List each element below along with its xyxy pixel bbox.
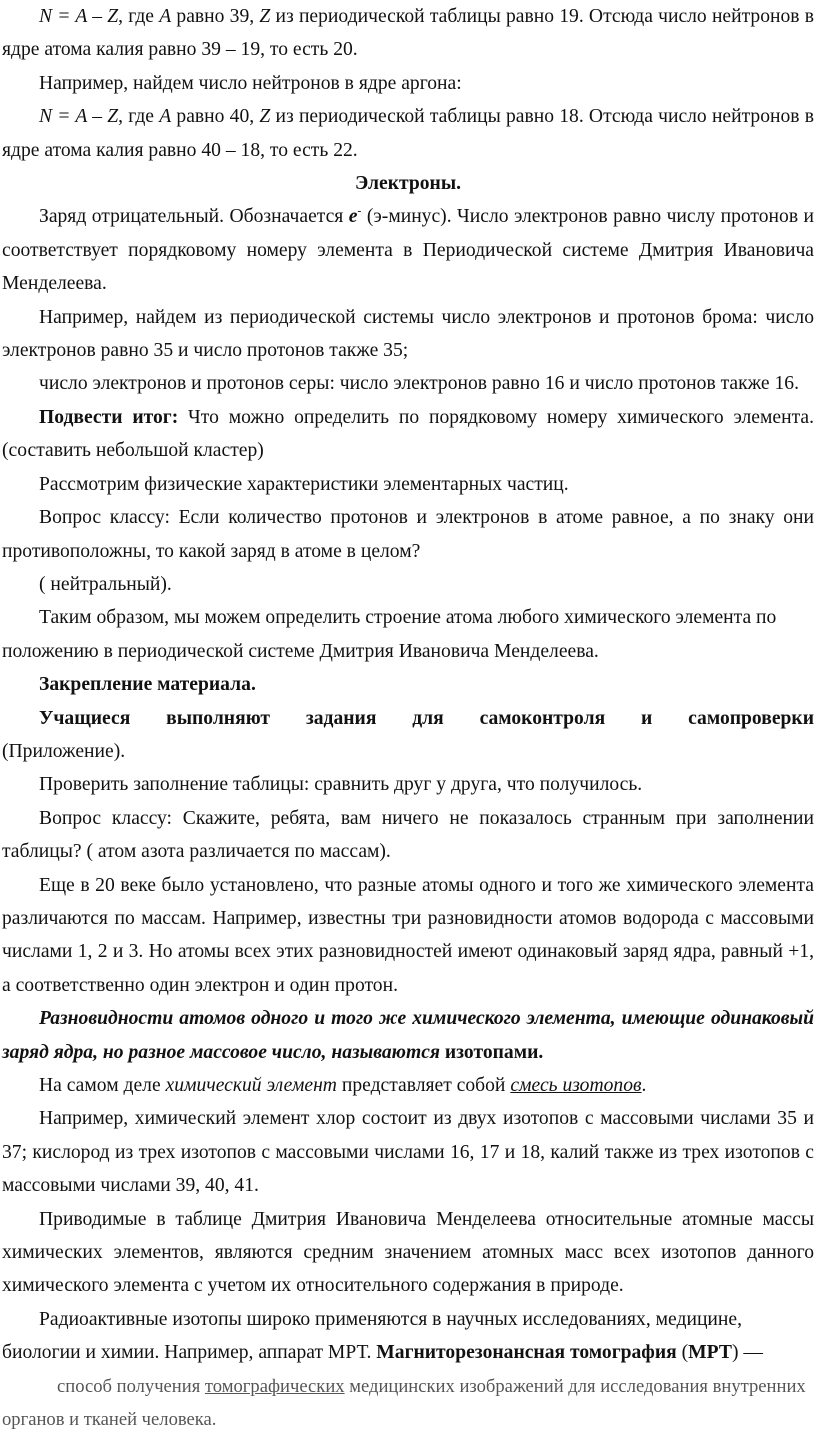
term-mri-abbr: МРТ xyxy=(688,1342,732,1364)
paragraph-sulfur: число электронов и протонов серы: число электронов равно 16 и число протонов также 16. xyxy=(39,373,799,395)
paragraph-neutral: ( нейтральный). xyxy=(39,573,172,595)
heading-electrons: Электроны. xyxy=(354,173,462,195)
term-chemical-element: химический элемент xyxy=(165,1075,337,1096)
paragraph-argon-intro: Например, найдем число нейтронов в ядре аргона: xyxy=(39,72,462,94)
paragraph-physical-characteristics: Рассмотрим физические характеристики элементарных частиц. xyxy=(39,473,569,495)
students-task-line xyxy=(2,702,814,735)
word: для xyxy=(412,707,444,729)
text: равно 39, xyxy=(171,6,260,27)
word: Учащиеся xyxy=(39,707,131,729)
word: задания xyxy=(305,707,377,729)
text: , где xyxy=(118,6,160,27)
paragraph-isotopes-history: Еще в 20 веке было установлено, что разные атомы одного и того же химического элемента различаются по массам. Например, известны три разновидности атомов водорода с массовыми числами 1, 2 и 3. Но атомы всех этих разновидностей имеют одинаковый заряд ядра, равный +1, а соответственно один электрон и один протон. xyxy=(2,874,814,996)
paragraph-bromine: Например, найдем из периодической системы число электронов и протонов брома: число электронов равно 35 и число протонов также 35; xyxy=(2,306,814,362)
text: из периодической таблицы равно 19. Отсюда число нейтронов в ядре атома калия равно 39 – 19, то есть 20. xyxy=(2,6,815,61)
text: Что можно определить по порядковому номеру химического элемента. (составить небольшой кластер) xyxy=(2,406,814,462)
symbol-a: A xyxy=(159,106,172,128)
text: ) — xyxy=(731,1342,763,1364)
text: представляет собой xyxy=(336,1075,511,1096)
term-mri: Магниторезонансная томография xyxy=(376,1342,677,1364)
word: самоконтроля xyxy=(479,707,606,729)
word: выполняют xyxy=(166,707,271,729)
term-isotope-mixture: смесь изотопов xyxy=(510,1075,642,1096)
symbol-z: Z xyxy=(259,106,271,128)
formula: N = A – Z xyxy=(39,6,119,27)
electron-symbol: e xyxy=(348,206,358,228)
paragraph-question-strange: Вопрос классу: Скажите, ребята, вам ничего не показалось странным при заполнении таблицы? ( атом азота различается по массам). xyxy=(2,807,814,863)
paragraph-isotope-definition xyxy=(2,1002,814,1069)
symbol-z: Z xyxy=(259,6,271,27)
text: медицинских изображений для исследования внутренних органов и тканей человека. xyxy=(2,1375,806,1431)
word: и xyxy=(641,707,653,729)
paragraph-argon-neutrons xyxy=(2,100,814,167)
symbol-a: A xyxy=(159,6,172,27)
text: (э-минус). Число электронов равно числу протонов и соответствует порядковому номеру элемента в Периодической системе Дмитрия Ивановича Менделеева. xyxy=(2,206,814,295)
text: способ получения xyxy=(57,1375,205,1397)
electron-symbol-sup: - xyxy=(357,203,362,218)
paragraph-potassium-neutrons xyxy=(2,0,814,67)
definition-text: Разновидности атомов одного и того же химического элемента, имеющие одинаковый заряд ядра, но разное массовое число, называются xyxy=(2,1008,814,1063)
text: На самом деле xyxy=(39,1075,166,1096)
formula: N = A – Z xyxy=(39,106,119,128)
paragraph-element-mixture xyxy=(2,1069,814,1102)
paragraph-radioactive-isotopes xyxy=(2,1303,814,1370)
appendix-reference: (Приложение). xyxy=(2,740,126,762)
text: из периодической таблицы равно 18. Отсюда число нейтронов в ядре атома калия равно 40 – 18, то есть 22. xyxy=(2,106,815,161)
link-tomographic[interactable]: томографических xyxy=(204,1375,345,1397)
paragraph-conclusion: Таким образом, мы можем определить строение атома любого химического элемента по положению в периодической системе Дмитрия Ивановича Менделеева. xyxy=(2,607,777,662)
definition-term: изотопами. xyxy=(439,1041,544,1063)
heading-consolidation: Закрепление материала. xyxy=(39,674,256,696)
text: равно 40, xyxy=(171,106,260,128)
word: самопроверки xyxy=(688,707,814,729)
paragraph-check-table: Проверить заполнение таблицы: сравнить друг у друга, что получилось. xyxy=(39,774,643,796)
text: ( xyxy=(676,1342,689,1364)
paragraph-mri-definition xyxy=(2,1370,814,1436)
text: Заряд отрицательный. Обозначается xyxy=(39,206,349,228)
summary-label: Подвести итог: xyxy=(39,406,179,428)
text: , где xyxy=(118,106,160,128)
paragraph-summary xyxy=(2,401,814,468)
paragraph-question-charge: Вопрос классу: Если количество протонов и электронов в атоме равное, а по знаку они противоположны, то какой заряд в атоме в целом? xyxy=(2,507,814,562)
text: . xyxy=(641,1075,647,1096)
paragraph-isotope-examples: Например, химический элемент хлор состоит из двух изотопов с массовыми числами 35 и 37; кислород из трех изотопов с массовыми числами 16, 17 и 18, калий также из трех изотопов с массовыми числами 39, 40, 41. xyxy=(2,1108,814,1197)
paragraph-atomic-masses: Приводимые в таблице Дмитрия Ивановича Менделеева относительные атомные массы химических элементов, являются средним значением атомных масс всех изотопов данного химического элемента с учетом их относительного содержания в природе. xyxy=(2,1208,814,1297)
text: Радиоактивные изотопы широко применяются в научных исследованиях, медицине, биологии и химии. Например, аппарат МРТ. xyxy=(2,1308,742,1364)
paragraph-electron-charge xyxy=(2,200,814,300)
